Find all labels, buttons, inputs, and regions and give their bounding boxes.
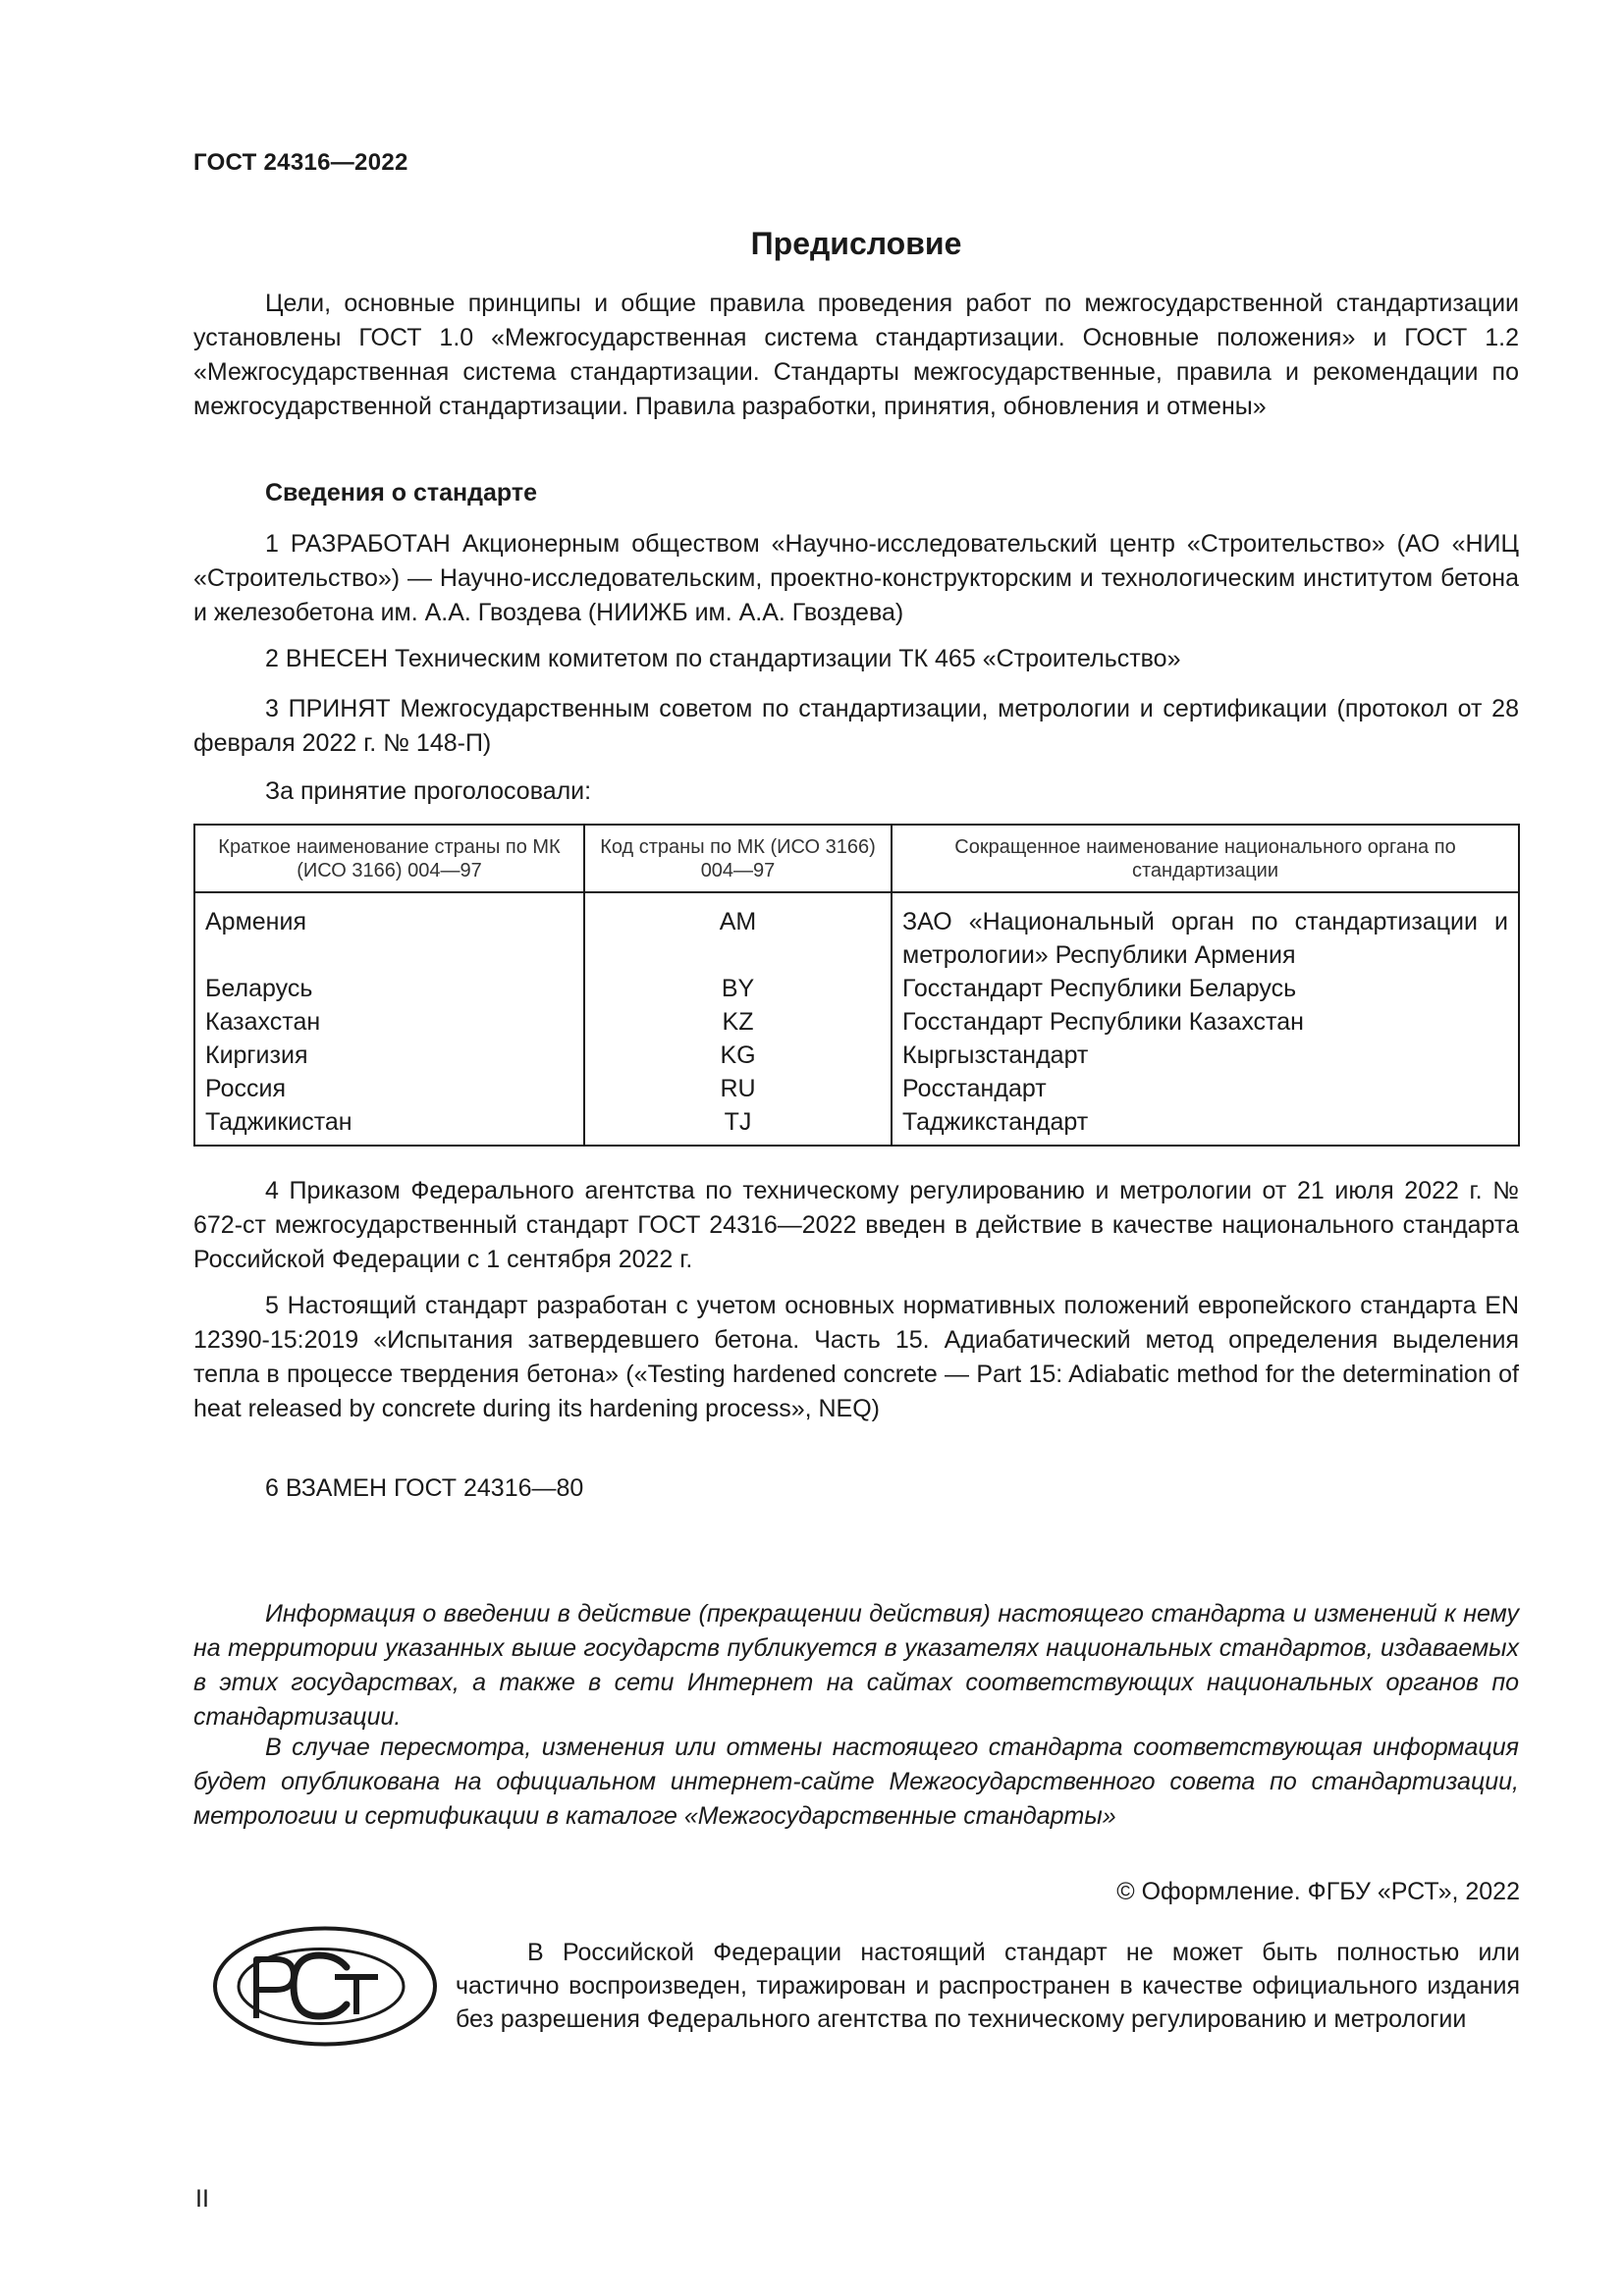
document-id: ГОСТ 24316—2022	[193, 149, 408, 176]
header-national-body: Сокращенное наименование национального органа по стандартизации	[892, 825, 1519, 892]
country-cell: Беларусь	[194, 972, 584, 1005]
national-body-cell: Росстандарт	[892, 1072, 1519, 1105]
national-body-cell: ЗАО «Национальный орган по стандартизации и метрологии» Республики Армения	[892, 892, 1519, 972]
national-body-cell: Кыргызстандарт	[892, 1039, 1519, 1072]
code-cell: BY	[584, 972, 892, 1005]
page-number: II	[195, 2185, 209, 2213]
country-cell: Россия	[194, 1072, 584, 1105]
national-body-cell: Госстандарт Республики Казахстан	[892, 1005, 1519, 1039]
vote-intro: За принятие проголосовали:	[265, 777, 592, 805]
country-cell: Казахстан	[194, 1005, 584, 1039]
page-title: Предисловие	[750, 226, 962, 261]
table-header-row	[194, 825, 1519, 892]
item-4-paragraph: 4 Приказом Федерального агентства по техническому регулированию и метрологии от 21 июля 2022 г. № 672-ст межгосударственный стандарт ГОСТ 24316—2022 введен в действие в качестве национального стандарта Российской Федерации с 1 сентября 2022 г.	[193, 1177, 1519, 1273]
italic-note-2: В случае пересмотра, изменения или отмены настоящего стандарта соответствующая информация будет опубликована на официальном интернет-сайте Межгосударственного совета по стандартизации, метрологии и сертификации в каталоге «Межгосударственные стандарты»	[193, 1734, 1519, 1830]
table-row	[194, 1072, 1519, 1105]
rst-logo-icon	[211, 1924, 439, 2049]
country-cell: Армения	[194, 892, 584, 972]
member-states-table	[193, 824, 1520, 1147]
intro-paragraph: Цели, основные принципы и общие правила проведения работ по межгосударственной стандартизации установлены ГОСТ 1.0 «Межгосударственная система стандартизации. Основные положения» и ГОСТ 1.2 «Межгосударственная система стандартизации. Стандарты межгосударственные, правила и рекомендации по межгосударственной стандартизации. Правила разработки, принятия, обновления и отмены»	[193, 290, 1519, 420]
item-1-paragraph: 1 РАЗРАБОТАН Акционерным обществом «Научно-исследовательский центр «Строительство» (АО «НИЦ «Строительство») — Научно-исследовательским, проектно-конструкторским и технологическим институтом бетона и железобетона им. А.А. Гвоздева (НИИЖБ им. А.А. Гвоздева)	[193, 530, 1519, 626]
header-code: Код страны по МК (ИСО 3166) 004—97	[584, 825, 892, 892]
code-cell: KG	[584, 1039, 892, 1072]
table-row	[194, 892, 1519, 972]
table-row	[194, 972, 1519, 1005]
info-heading: Сведения о стандарте	[265, 479, 538, 507]
table-row	[194, 1105, 1519, 1146]
copyright-line: © Оформление. ФГБУ «РСТ», 2022	[1116, 1878, 1520, 1905]
code-cell: TJ	[584, 1105, 892, 1146]
code-cell: KZ	[584, 1005, 892, 1039]
country-cell: Киргизия	[194, 1039, 584, 1072]
code-cell: RU	[584, 1072, 892, 1105]
item-6-paragraph: 6 ВЗАМЕН ГОСТ 24316—80	[265, 1474, 584, 1502]
item-2-paragraph: 2 ВНЕСЕН Техническим комитетом по стандартизации ТК 465 «Строительство»	[265, 645, 1181, 672]
item-5-paragraph: 5 Настоящий стандарт разработан с учетом основных нормативных положений европейского стандарта EN 12390-15:2019 «Испытания затвердевшего бетона. Часть 15. Адиабатический метод определения выделения тепла в процессе твердения бетона» («Testing hardened concrete — Part 15: Adiabatic method for the determination of heat released by concrete during its hardening process», NEQ)	[193, 1292, 1519, 1422]
table-row	[194, 1039, 1519, 1072]
table-row	[194, 1005, 1519, 1039]
copyright-notice: В Российской Федерации настоящий стандарт не может быть полностью или частично воспроизведен, тиражирован и распространен в качестве официального издания без разрешения Федерального агентства по техническому регулированию и метрологии	[456, 1939, 1520, 2033]
italic-note-1: Информация о введении в действие (прекращении действия) настоящего стандарта и изменений к нему на территории указанных выше государств публикуется в указателях национальных стандартов, издаваемых в этих государствах, а также в сети Интернет на сайтах соответствующих национальных органов по стандартизации.	[193, 1600, 1519, 1731]
header-country: Краткое наименование страны по МК (ИСО 3166) 004—97	[194, 825, 584, 892]
national-body-cell: Таджикстандарт	[892, 1105, 1519, 1146]
item-3-paragraph: 3 ПРИНЯТ Межгосударственным советом по стандартизации, метрологии и сертификации (протокол от 28 февраля 2022 г. № 148-П)	[193, 695, 1519, 757]
code-cell: AM	[584, 892, 892, 972]
national-body-cell: Госстандарт Республики Беларусь	[892, 972, 1519, 1005]
country-cell: Таджикистан	[194, 1105, 584, 1146]
